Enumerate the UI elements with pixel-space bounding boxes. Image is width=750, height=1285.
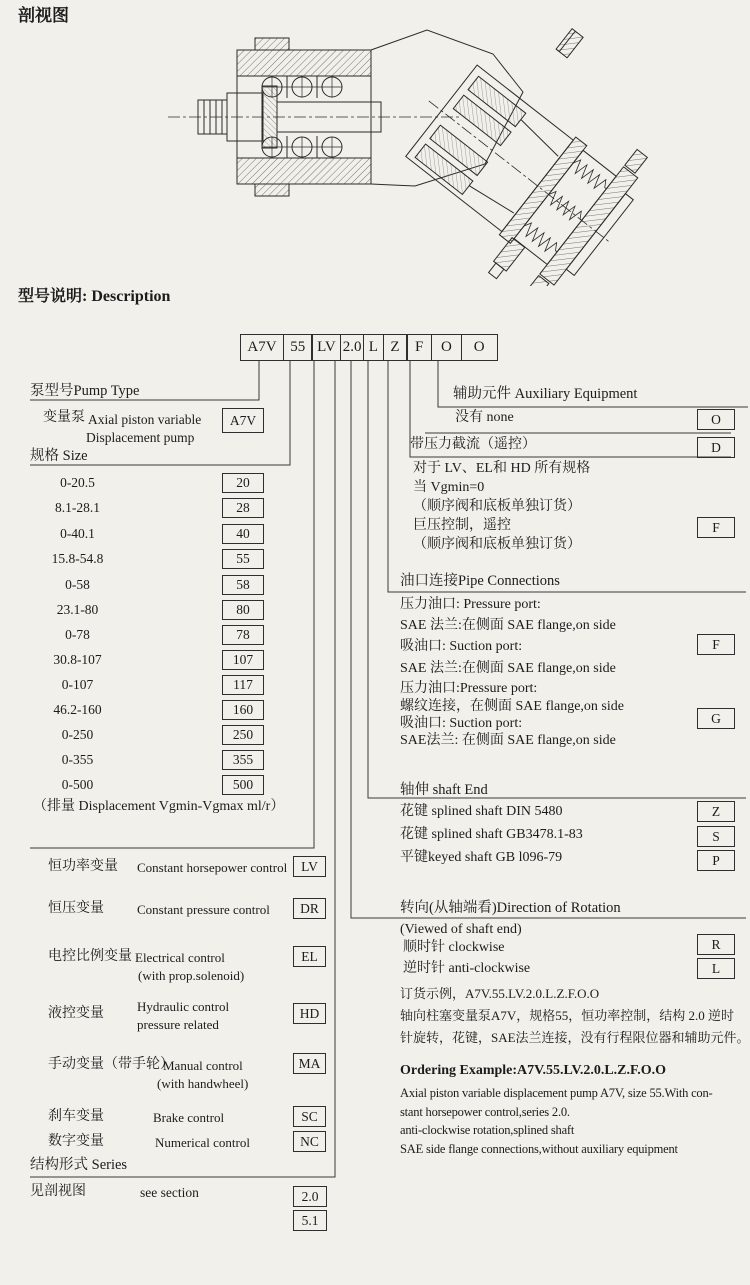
size-code-box: 78 bbox=[222, 625, 264, 645]
rotation-code-box: R bbox=[697, 934, 735, 955]
code-box-size: 55 bbox=[283, 334, 313, 361]
pipe-header: 油口连接Pipe Connections bbox=[400, 573, 560, 589]
size-code-box: 55 bbox=[222, 549, 264, 569]
ordering-en-line: stant horsepower control,series 2.0. bbox=[400, 1105, 570, 1119]
code-box-pipe: F bbox=[406, 334, 432, 361]
control-zh: 数字变量 bbox=[48, 1134, 104, 1149]
pipe-line: SAE 法兰:在侧面 SAE flange,on side bbox=[400, 618, 616, 633]
size-code-box: 40 bbox=[222, 524, 264, 544]
control-en: Constant pressure control bbox=[137, 902, 270, 917]
pipe-line: 螺纹连接，在侧面 SAE flange,on side bbox=[400, 699, 624, 714]
ordering-zh-line: 订货示例，A7V.55.LV.2.0.L.Z.F.O.O bbox=[400, 986, 600, 1001]
rotation-row-label: 逆时针 anti-clockwise bbox=[403, 961, 531, 976]
control-zh: 电控比例变量 bbox=[48, 949, 132, 964]
code-box-cutoff: O bbox=[431, 334, 462, 361]
control-code-box: MA bbox=[293, 1053, 326, 1074]
pump-type-en1: Axial piston variable bbox=[88, 412, 202, 427]
ordering-en-title: Ordering Example:A7V.55.LV.2.0.L.Z.F.O.O bbox=[400, 1063, 667, 1078]
size-header: 规格 Size bbox=[30, 448, 88, 464]
aux-none-label: 没有 none bbox=[455, 410, 514, 425]
code-box-pump-type: A7V bbox=[240, 334, 284, 361]
ordering-zh-line: 轴向柱塞变量泵A7V，规格55，恒功率控制，结构 2.0 逆时 bbox=[400, 1008, 735, 1023]
cutoff-line: （顺序阀和底板单独订货） bbox=[413, 499, 581, 514]
control-code-box: SC bbox=[293, 1106, 326, 1127]
pump-type-en2: Displacement pump bbox=[86, 430, 195, 445]
pipe-g-code-box: G bbox=[697, 708, 735, 729]
control-zh: 恒功率变量 bbox=[48, 859, 118, 874]
size-range: 15.8-54.8 bbox=[51, 551, 104, 566]
code-box-aux: O bbox=[461, 334, 498, 361]
aux-none-code-box: O bbox=[697, 409, 735, 430]
control-zh: 刹车变量 bbox=[48, 1109, 104, 1124]
shaft-code-box: S bbox=[697, 826, 735, 847]
control-code-box: DR bbox=[293, 898, 326, 919]
ordering-en-line: Axial piston variable displacement pump A7V, size 55.With con- bbox=[400, 1086, 713, 1100]
pipe-line: 压力油口: Pressure port: bbox=[400, 597, 541, 612]
cutoff-line: 对于 LV、EL和 HD 所有规格 bbox=[413, 461, 591, 476]
control-en: Manual control bbox=[163, 1058, 243, 1073]
control-zh: 手动变量（带手轮） bbox=[48, 1057, 174, 1072]
size-range: 0-58 bbox=[65, 577, 90, 592]
series-zh: 见剖视图 bbox=[30, 1184, 86, 1199]
control-en: Constant horsepower control bbox=[137, 860, 288, 875]
ordering-en-line: SAE side flange connections,without auxiliary equipment bbox=[400, 1142, 678, 1156]
size-range: 0-355 bbox=[61, 752, 94, 767]
pump-type-code-box: A7V bbox=[222, 408, 264, 433]
control-en: Brake control bbox=[153, 1110, 225, 1125]
rotation-code-box: L bbox=[697, 958, 735, 979]
size-code-box: 58 bbox=[222, 575, 264, 595]
control-code-box: LV bbox=[293, 856, 326, 877]
size-code-box: 117 bbox=[222, 675, 264, 695]
control-en2: (with prop.solenoid) bbox=[138, 968, 245, 983]
cutoff-title: 带压力截流（遥控） bbox=[410, 437, 536, 452]
counter-code-box: F bbox=[697, 517, 735, 538]
size-code-box: 160 bbox=[222, 700, 264, 720]
aux-header: 辅助元件 Auxiliary Equipment bbox=[453, 386, 638, 402]
size-range: 0-78 bbox=[65, 627, 90, 642]
control-code-box: NC bbox=[293, 1131, 326, 1152]
code-box-shaft: Z bbox=[383, 334, 408, 361]
series-code-box: 2.0 bbox=[293, 1186, 327, 1207]
description-title: 型号说明: Description bbox=[18, 288, 171, 305]
shaft-header: 轴伸 shaft End bbox=[400, 782, 488, 798]
code-box-rotation: L bbox=[363, 334, 384, 361]
size-code-box: 107 bbox=[222, 650, 264, 670]
pump-type-header: 泵型号Pump Type bbox=[30, 383, 140, 399]
size-code-box: 355 bbox=[222, 750, 264, 770]
shaft-row-label: 花键 splined shaft DIN 5480 bbox=[400, 804, 563, 819]
pipe-line: 吸油口: Suction port: bbox=[400, 639, 523, 654]
size-range: 0-20.5 bbox=[60, 475, 95, 490]
cutoff-code-box: D bbox=[697, 437, 735, 458]
pump-type-zh: 变量泵 bbox=[43, 410, 85, 425]
size-range: 46.2-160 bbox=[53, 702, 102, 717]
control-en: Numerical control bbox=[155, 1135, 250, 1150]
control-zh: 液控变量 bbox=[48, 1006, 104, 1021]
size-range: 23.1-80 bbox=[56, 602, 99, 617]
size-code-box: 20 bbox=[222, 473, 264, 493]
rotation-header: 转向(从轴端看)Direction of Rotation bbox=[400, 900, 621, 916]
size-range: 0-107 bbox=[61, 677, 94, 692]
control-en2: pressure related bbox=[137, 1017, 219, 1032]
size-code-box: 80 bbox=[222, 600, 264, 620]
control-en2: (with handwheel) bbox=[157, 1076, 249, 1091]
pipe-f-code-box: F bbox=[697, 634, 735, 655]
code-box-control: LV bbox=[311, 334, 341, 361]
size-range: 0-500 bbox=[61, 777, 94, 792]
series-code-box: 5.1 bbox=[293, 1210, 327, 1231]
control-zh: 恒压变量 bbox=[48, 901, 104, 916]
counter-title: 巨压控制，遥控 bbox=[413, 518, 511, 533]
pipe-line: SAE 法兰:在侧面 SAE flange,on side bbox=[400, 661, 616, 676]
rotation-sub: (Viewed of shaft end) bbox=[400, 922, 522, 937]
shaft-row-label: 花键 splined shaft GB3478.1-83 bbox=[400, 827, 583, 842]
series-header: 结构形式 Series bbox=[30, 1157, 128, 1173]
pipe-line: 吸油口: Suction port: bbox=[400, 716, 523, 731]
size-range: 8.1-28.1 bbox=[55, 500, 100, 515]
shaft-code-box: Z bbox=[697, 801, 735, 822]
pipe-line: SAE法兰: 在侧面 SAE flange,on side bbox=[400, 733, 616, 748]
size-range: 0-250 bbox=[61, 727, 94, 742]
series-en: see section bbox=[140, 1185, 199, 1200]
rotation-row-label: 顺时针 clockwise bbox=[403, 940, 505, 955]
control-en: Electrical control bbox=[135, 950, 225, 965]
ordering-en-line: anti-clockwise rotation,splined shaft bbox=[400, 1123, 575, 1137]
counter-note: （顺序阀和底板单独订货） bbox=[413, 537, 581, 552]
pipe-line: 压力油口:Pressure port: bbox=[400, 681, 538, 696]
size-code-box: 500 bbox=[222, 775, 264, 795]
size-code-box: 28 bbox=[222, 498, 264, 518]
shaft-code-box: P bbox=[697, 850, 735, 871]
control-en: Hydraulic control bbox=[137, 999, 230, 1014]
shaft-row-label: 平键keyed shaft GB l096-79 bbox=[400, 850, 563, 865]
page-title-section-view: 剖视图 bbox=[18, 6, 69, 25]
size-range: 30.8-107 bbox=[53, 652, 102, 667]
control-code-box: HD bbox=[293, 1003, 326, 1024]
cutoff-line: 当 Vgmin=0 bbox=[413, 480, 485, 495]
size-note: （排量 Displacement Vgmin-Vgmax ml/r） bbox=[33, 799, 285, 814]
control-code-box: EL bbox=[293, 946, 326, 967]
size-code-box: 250 bbox=[222, 725, 264, 745]
size-range: 0-40.1 bbox=[60, 526, 95, 541]
code-box-series: 2.0 bbox=[340, 334, 364, 361]
ordering-zh-line: 针旋转，花键，SAE法兰连接，没有行程限位器和辅助元件。 bbox=[400, 1030, 750, 1045]
